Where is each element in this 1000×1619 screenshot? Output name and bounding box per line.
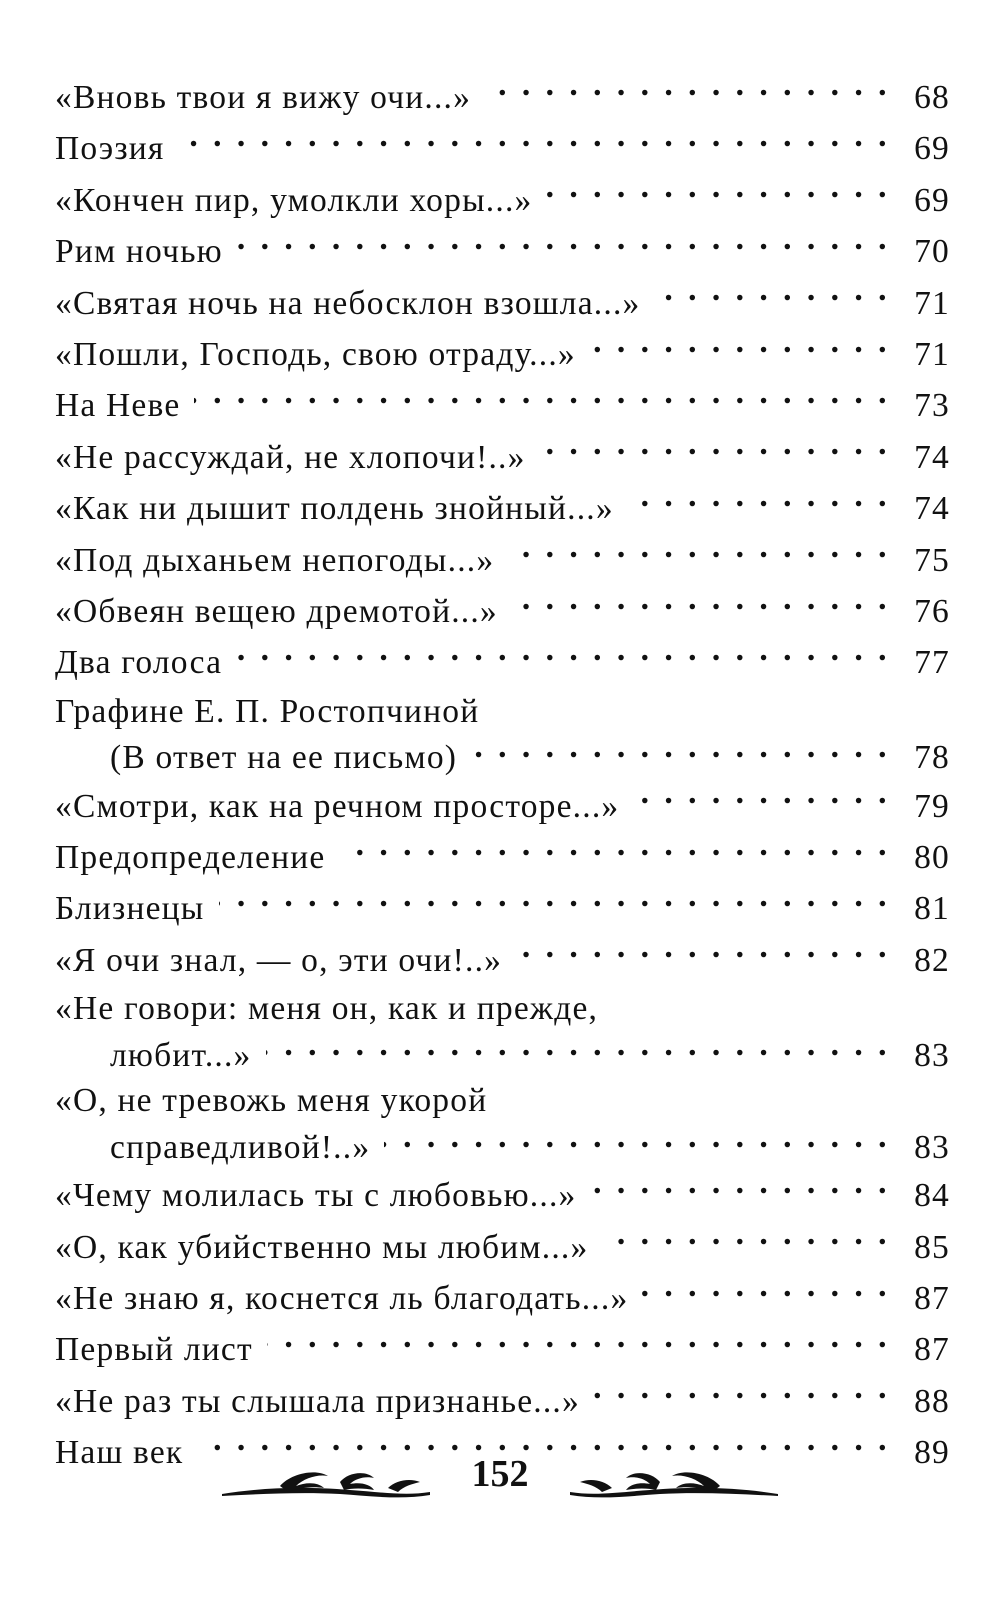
toc-entry-page: 73 xyxy=(914,387,950,425)
toc-entry-title: Рим ночью xyxy=(55,233,223,271)
toc-entry-page: 78 xyxy=(914,739,950,777)
toc-entry-title: «Смотри, как на речном просторе...» xyxy=(55,787,620,825)
toc-entry[interactable] xyxy=(55,1376,950,1427)
toc-entry[interactable] xyxy=(55,380,950,431)
toc-entry-title: «Не знаю я, коснется ль благодать...» xyxy=(55,1280,629,1318)
toc-entry-page: 74 xyxy=(914,490,950,528)
toc-entry[interactable] xyxy=(55,226,950,277)
toc-entry-page: 74 xyxy=(914,438,950,476)
toc-entry-title: «Святая ночь на небосклон взошла...» xyxy=(55,284,641,322)
toc-entry-page: 88 xyxy=(914,1382,950,1420)
toc-entry-page: 84 xyxy=(914,1177,950,1215)
dot-leader xyxy=(546,177,890,211)
toc-entry[interactable] xyxy=(55,72,950,123)
dot-leader xyxy=(179,126,891,160)
toc-entry-page: 77 xyxy=(914,644,950,682)
dot-leader xyxy=(236,640,890,674)
toc-entry-page: 80 xyxy=(914,839,950,877)
toc-entry[interactable] xyxy=(55,535,950,586)
toc-entry-title: «Не говори: меня он, как и прежде, xyxy=(55,990,599,1028)
toc-entry-page: 87 xyxy=(914,1280,950,1318)
toc-entry-page: 83 xyxy=(914,1036,950,1074)
dot-leader xyxy=(628,486,890,520)
toc-entry[interactable] xyxy=(55,781,950,832)
toc-entry-title: «Обвеян вещею дремотой...» xyxy=(55,592,498,630)
toc-entry[interactable] xyxy=(55,329,950,380)
toc-entry-title: Первый лист xyxy=(55,1331,253,1369)
toc-entry-page: 71 xyxy=(914,335,950,373)
toc-entry-title: «О, как убийственно мы любим...» xyxy=(55,1228,589,1266)
toc-entry[interactable] xyxy=(55,689,950,781)
page-footer xyxy=(220,1452,780,1512)
toc-entry-page: 79 xyxy=(914,787,950,825)
toc-entry[interactable] xyxy=(55,175,950,226)
toc-entry[interactable] xyxy=(55,432,950,483)
toc-entry[interactable] xyxy=(55,883,950,934)
toc-entry-title: Наш век xyxy=(55,1434,184,1472)
toc-entry[interactable] xyxy=(55,123,950,174)
toc-entry-page: 89 xyxy=(914,1434,950,1472)
toc-entry-title: «Как ни дышит полдень знойный...» xyxy=(55,490,614,528)
toc-entry-title: «Чему молилась ты с любовью...» xyxy=(55,1177,577,1215)
toc-entry[interactable] xyxy=(55,1324,950,1375)
dot-leader xyxy=(654,280,890,314)
toc-entry[interactable] xyxy=(55,1078,950,1170)
dot-leader xyxy=(516,937,890,971)
toc-entry[interactable] xyxy=(55,1222,950,1273)
toc-entry-page: 69 xyxy=(914,181,950,219)
dot-leader xyxy=(340,835,891,869)
toc-entry-title: Близнецы xyxy=(55,890,205,928)
toc-entry-title-continuation: справедливой!..» xyxy=(110,1128,371,1166)
toc-entry[interactable] xyxy=(55,483,950,534)
toc-entry-page: 87 xyxy=(914,1331,950,1369)
dot-leader xyxy=(594,1378,890,1412)
toc-entry-page: 69 xyxy=(914,130,950,168)
toc-entry[interactable] xyxy=(55,1170,950,1221)
toc-entry[interactable] xyxy=(55,832,950,883)
toc-entry-page: 83 xyxy=(914,1128,950,1166)
dot-leader xyxy=(384,1124,890,1158)
dot-leader xyxy=(266,1032,890,1066)
toc-entry[interactable] xyxy=(55,637,950,688)
toc-entry-title-continuation: (В ответ на ее письмо) xyxy=(110,739,458,777)
toc-entry-title: Предопределение xyxy=(55,839,326,877)
toc-entry-page: 71 xyxy=(914,284,950,322)
toc-entry-title: «О, не тревожь меня укорой xyxy=(55,1082,488,1120)
toc-entry-page: 85 xyxy=(914,1228,950,1266)
dot-leader xyxy=(512,588,890,622)
dot-leader xyxy=(508,537,890,571)
dot-leader xyxy=(237,229,890,263)
toc-entry-title: «Пошли, Господь, свою отраду...» xyxy=(55,335,576,373)
dot-leader xyxy=(602,1224,890,1258)
toc-entry-title: «Под дыханьем непогоды...» xyxy=(55,541,495,579)
toc-entry-page: 75 xyxy=(914,541,950,579)
toc-entry-page: 82 xyxy=(914,941,950,979)
dot-leader xyxy=(267,1327,890,1361)
toc-entry-title: «Вновь твои я вижу очи...» xyxy=(55,79,472,116)
table-of-contents xyxy=(55,72,950,1479)
toc-entry-title: Графине Е. П. Ростопчиной xyxy=(55,692,480,730)
toc-entry[interactable] xyxy=(55,1273,950,1324)
toc-entry-page: 68 xyxy=(914,79,950,116)
dot-leader xyxy=(194,383,890,417)
dot-leader xyxy=(633,783,890,817)
toc-entry-page: 76 xyxy=(914,592,950,630)
toc-entry[interactable] xyxy=(55,586,950,637)
toc-entry-title: На Неве xyxy=(55,387,181,425)
dot-leader xyxy=(471,735,890,769)
dot-leader xyxy=(590,1173,890,1207)
dot-leader xyxy=(590,331,890,365)
toc-entry-page: 81 xyxy=(914,890,950,928)
dot-leader xyxy=(219,886,890,920)
toc-entry-title: «Я очи знал, — о, эти очи!..» xyxy=(55,941,503,979)
page-number: 152 xyxy=(471,1453,529,1495)
toc-entry-title: «Кончен пир, умолкли хоры...» xyxy=(55,181,533,219)
toc-entry-title: «Не рассуждай, не хлопочи!..» xyxy=(55,438,526,476)
toc-entry[interactable] xyxy=(55,986,950,1078)
toc-entry[interactable] xyxy=(55,935,950,986)
toc-entry-title: Два голоса xyxy=(55,644,223,682)
dot-leader xyxy=(485,75,890,109)
toc-entry-page: 70 xyxy=(914,233,950,271)
toc-entry[interactable] xyxy=(55,278,950,329)
dot-leader xyxy=(540,434,890,468)
toc-entry-title-continuation: любит...» xyxy=(110,1036,252,1074)
dot-leader xyxy=(642,1276,890,1310)
toc-entry-title: «Не раз ты слышала признанье...» xyxy=(55,1382,580,1420)
toc-entry-title: Поэзия xyxy=(55,130,165,168)
